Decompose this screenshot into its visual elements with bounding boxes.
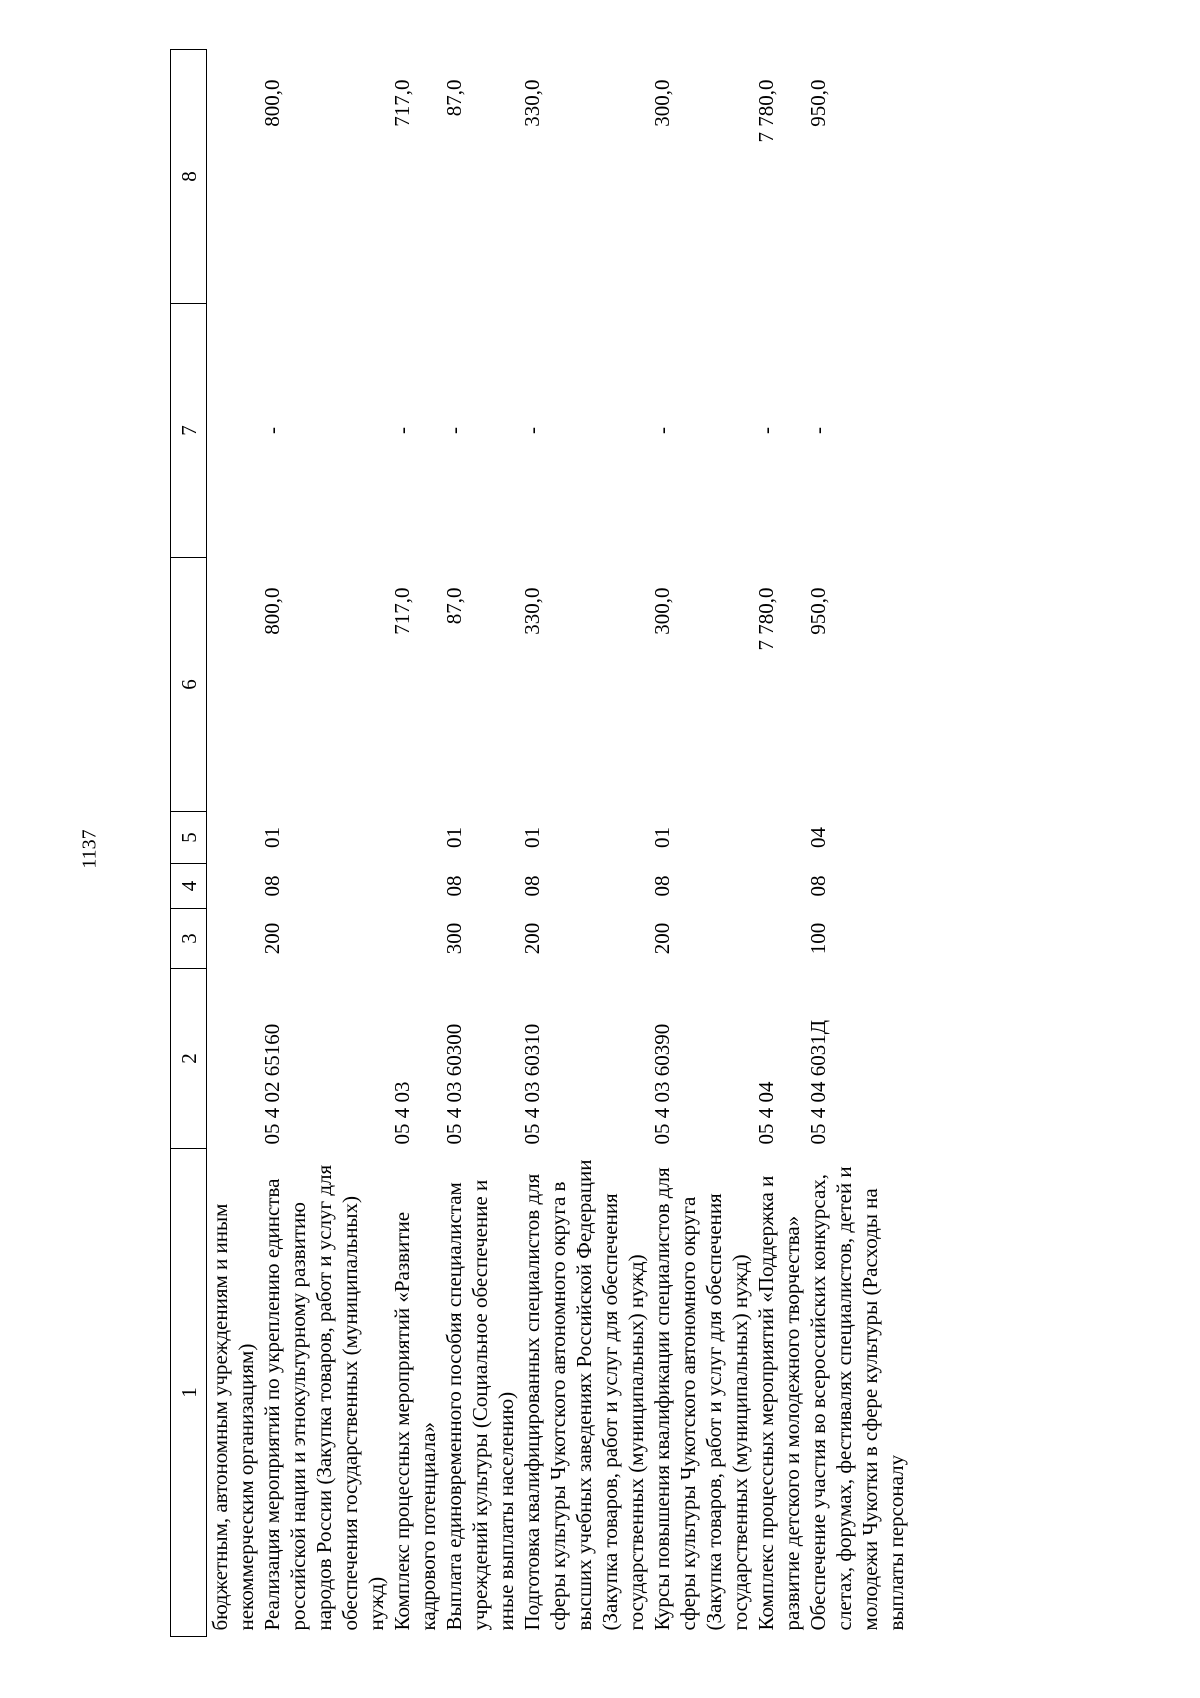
rotated-table-container [170,50,1005,1637]
row-c3: 200 [520,922,544,955]
row-c4 [753,864,805,909]
table-header-row [171,50,207,1637]
row-name: Комплекс процессных мероприятий «Поддержка и развитие детского и молодежного творчества» [754,1175,804,1631]
row-c7: - [754,427,778,434]
row-c6: 717,0 [390,587,414,635]
row-code: 05 4 03 60390 [650,1023,674,1145]
header-col-4: 4 [171,864,207,909]
row-c4 [389,864,441,909]
row-c3: 200 [650,922,674,955]
table-row [389,50,441,1637]
row-c6: 300,0 [650,587,674,635]
row-c5 [389,812,441,864]
row-c4: 08 [260,875,284,897]
header-col-6: 6 [171,558,207,812]
row-c6: 950,0 [806,587,830,635]
row-c8: 950,0 [806,79,830,127]
row-c7: - [650,427,674,434]
row-c4: 08 [806,875,830,897]
row-c5 [753,812,805,864]
row-code [207,969,260,1149]
row-c3: 300 [442,922,466,955]
table-row [649,50,753,1637]
table-row [441,50,519,1637]
row-c7: - [390,427,414,434]
row-c3 [753,909,805,969]
row-c8: 87,0 [442,79,466,117]
row-c7: - [806,427,830,434]
row-c6: 7 780,0 [754,587,778,651]
row-code: 05 4 03 60300 [442,1023,466,1145]
header-col-2: 2 [171,969,207,1149]
row-c4: 08 [650,875,674,897]
row-c6: 800,0 [260,587,284,635]
header-col-3: 3 [171,909,207,969]
row-c6: 87,0 [442,587,466,625]
row-name: Реализация мероприятий по укреплению единства российской нации и этнокультурному развитию народов России (Закупка товаров, работ и услуг для обеспечения государственных (муниципальных) нужд) [260,1164,388,1631]
row-c8: 330,0 [520,79,544,127]
row-name: бюджетным, автономным учреждениям и иным некоммерческим организациям) [208,1203,258,1631]
row-name: Выплата единовременного пособия специалистам учреждений культуры (Социальное обеспечение и иные выплаты населению) [442,1179,518,1631]
row-c8 [207,50,260,304]
row-c8: 717,0 [390,79,414,127]
row-c8: 7 780,0 [754,79,778,143]
header-col-7: 7 [171,304,207,558]
header-col-1: 1 [171,1149,207,1637]
budget-table [170,49,909,1637]
table-row [753,50,805,1637]
row-c3 [207,909,260,969]
row-name: Курсы повышения квалификации специалистов для сферы культуры Чукотского автономного округа (Закупка товаров, работ и услуг для обеспечения государственных (муниципальных) нужд) [650,1167,752,1631]
row-c8: 300,0 [650,79,674,127]
table-rotation-frame [170,50,1005,1637]
row-c7 [207,304,260,558]
row-code: 05 4 03 60310 [520,1023,544,1145]
table-row [805,50,909,1637]
row-c5: 01 [260,827,284,848]
row-c5: 01 [442,827,466,848]
table-row [259,50,389,1637]
row-c3 [389,909,441,969]
header-col-8: 8 [171,50,207,304]
table-row [207,50,260,1637]
row-c5 [207,812,260,864]
row-c5: 01 [520,827,544,848]
row-code: 05 4 03 [390,1081,414,1145]
row-name: Подготовка квалифицированных специалистов для сферы культуры Чукотского автономного округа в высших учебных заведениях Российской Федерации (Закупка товаров, работ и услуг для обеспечения государственных (муниципальных) нужд) [520,1159,648,1631]
row-code: 05 4 04 6031Д [806,1019,830,1145]
row-c5: 01 [650,827,674,848]
row-c7: - [260,427,284,434]
row-c4 [207,864,260,909]
page-number: 1137 [78,829,101,869]
table-row [519,50,649,1637]
row-c4: 08 [520,875,544,897]
row-code: 05 4 04 [754,1081,778,1145]
row-c7: - [520,427,544,434]
row-c6 [207,558,260,812]
header-col-5: 5 [171,812,207,864]
row-c7: - [442,427,466,434]
row-name: Комплекс процессных мероприятий «Развитие кадрового потенциала» [390,1211,440,1631]
row-c5: 04 [806,827,830,848]
row-c3: 200 [260,922,284,955]
row-c4: 08 [442,875,466,897]
row-c3: 100 [806,922,830,955]
row-c8: 800,0 [260,79,284,127]
row-name: Обеспечение участия во всероссийских конкурсах, слетах, форумах, фестивалях специалистов, детей и молодежи Чукотки в сфере культуры (Расходы на выплаты персоналу [806,1166,908,1631]
row-code: 05 4 02 65160 [260,1023,284,1145]
row-c6: 330,0 [520,587,544,635]
